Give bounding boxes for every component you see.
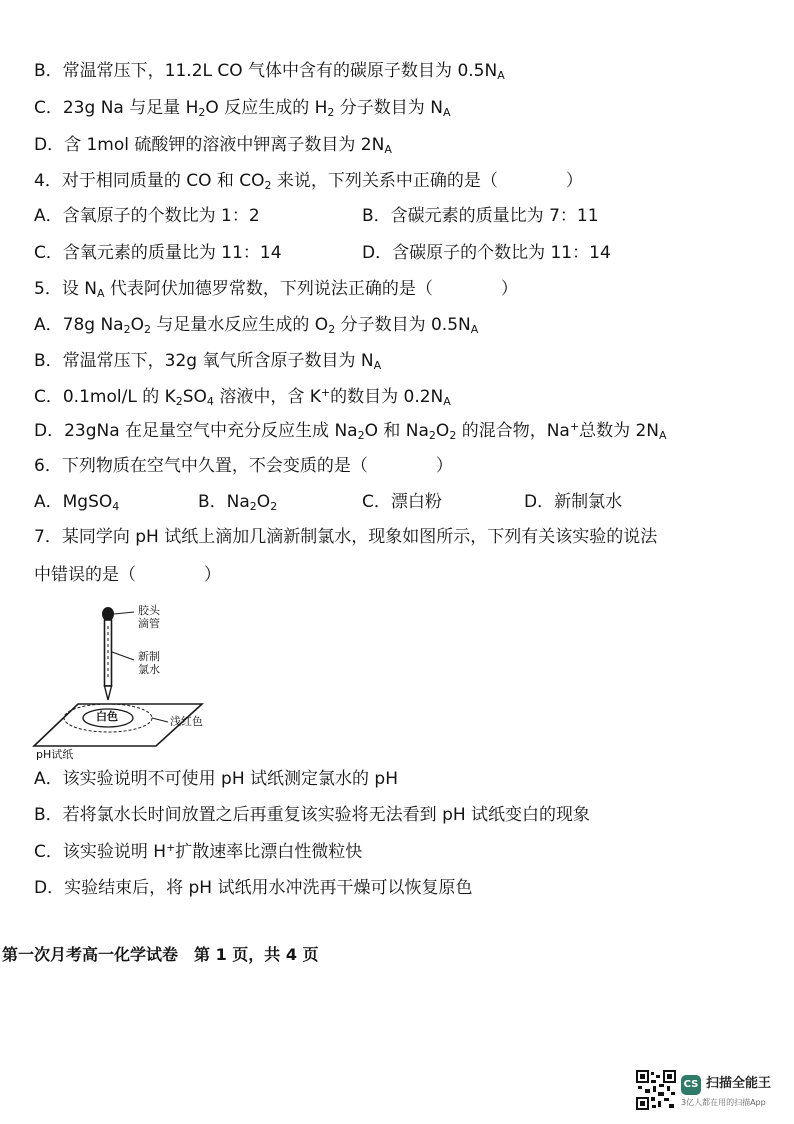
q7-option-d: D．实验结束后，将 pH 试纸用水冲洗再干燥可以恢复原色 — [34, 878, 473, 898]
q6-option-a: A．MgSO$_4$ — [34, 492, 120, 513]
q7-stem-line2: 中错误的是（ ） — [34, 565, 221, 585]
label-dropper: 胶头 滴管 — [138, 604, 160, 630]
q3-option-b: B．常温常压下，11.2L CO 气体中含有的碳原子数目为 $0.5N_A$ — [34, 61, 505, 82]
q6-option-c: C．漂白粉 — [362, 492, 442, 512]
q5-stem: 5．设 $N_A$ 代表阿伏加德罗常数，下列说法正确的是（ ） — [34, 279, 518, 300]
q7-option-b: B．若将氯水长时间放置之后再重复该实验将无法看到 pH 试纸变白的现象 — [34, 805, 591, 825]
q5-option-d: D．23gNa 在足量空气中充分反应生成 $Na_2O$ 和 $Na_2O_2$ 的混合物，Na+总数为 $2N_A$ — [34, 420, 667, 442]
ph-paper-figure — [30, 604, 260, 764]
page-footer: 第一次月考高一化学试卷 第 1 页，共 4 页 — [2, 945, 319, 964]
q4-option-d: D．含碳原子的个数比为 11：14 — [362, 243, 611, 263]
q3-option-d: D．含 1mol 硫酸钾的溶液中钾离子数目为 $2N_A$ — [34, 135, 392, 156]
label-solution: 新制 氯水 — [138, 650, 160, 676]
q4-stem: 4．对于相同质量的 CO 和 $CO_2$ 来说，下列关系中正确的是（ ） — [34, 171, 583, 192]
q6-option-b: B．$Na_2O_2$ — [198, 492, 278, 513]
dropper-tip — [105, 686, 112, 700]
label-light-red: 浅红色 — [170, 715, 203, 728]
leader-solution — [112, 652, 134, 660]
q6-option-d: D．新制氯水 — [524, 492, 623, 512]
q6-stem: 6．下列物质在空气中久置，不会变质的是（ ） — [34, 456, 453, 476]
leader-dropper — [114, 612, 134, 614]
dropper-bulb — [102, 607, 114, 621]
q4-option-a: A．含氧原子的个数比为 1：2 — [34, 206, 260, 226]
q4-option-b: B．含碳元素的质量比为 7：11 — [362, 206, 599, 226]
label-ph-paper: pH试纸 — [36, 748, 74, 761]
q7-option-c: C．该实验说明 H+扩散速率比漂白性微粒快 — [34, 841, 363, 862]
q5-option-a: A．78g $Na_2O_2$ 与足量水反应生成的 $O_2$ 分子数目为 $0.5N_A$ — [34, 315, 479, 336]
scanner-app-name: 扫描全能王 — [706, 1076, 772, 1091]
q3-option-c: C．23g Na 与足量 $H_2O$ 反应生成的 $H_2$ 分子数目为 $N_A$ — [34, 98, 451, 119]
qr-code-icon — [636, 1070, 676, 1110]
camscanner-logo: CS — [681, 1075, 701, 1095]
q5-option-c: C．0.1mol/L 的 $K_2SO_4$ 溶液中，含 K+的数目为 $0.2N_A$ — [34, 386, 451, 408]
scanner-tagline: 3亿人都在用的扫描App — [681, 1098, 766, 1107]
q5-option-b: B．常温常压下，32g 氧气所含原子数目为 $N_A$ — [34, 351, 382, 372]
q7-option-a: A．该实验说明不可使用 pH 试纸测定氯水的 pH — [34, 769, 398, 789]
q7-stem-line1: 7．某同学向 pH 试纸上滴加几滴新制氯水，现象如图所示，下列有关该实验的说法 — [34, 527, 658, 547]
q4-option-c: C．含氧元素的质量比为 11：14 — [34, 243, 282, 263]
label-white: 白色 — [96, 710, 118, 723]
